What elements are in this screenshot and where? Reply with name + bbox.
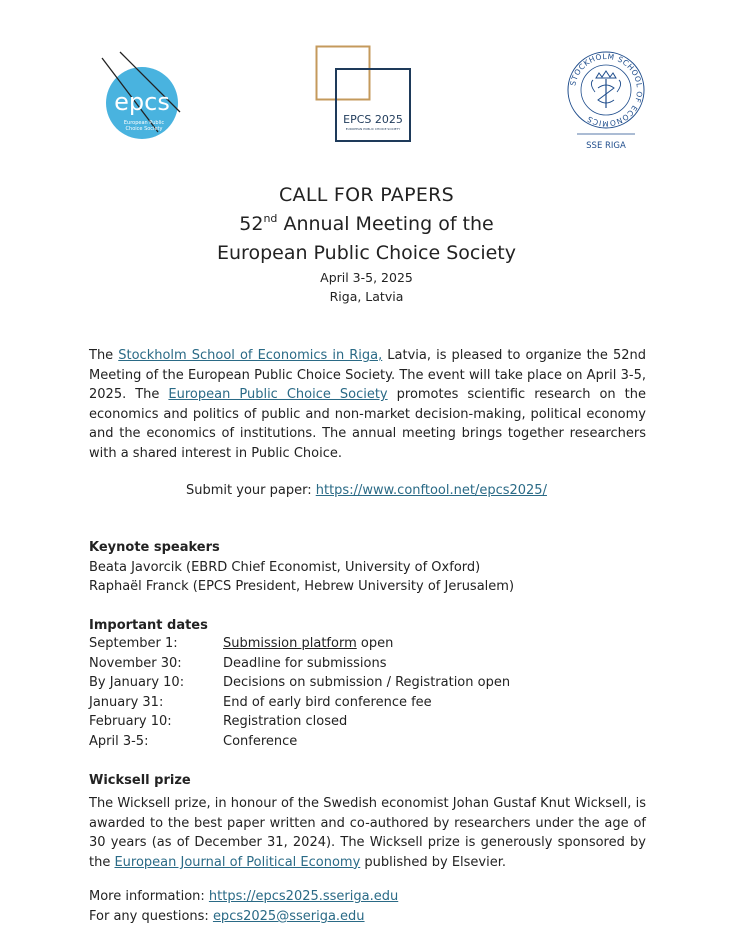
date-event: Conference [223,733,298,749]
date-event: Registration closed [223,714,348,729]
questions-label: For any questions: [89,909,213,924]
date-label: April 3-5: [89,733,149,749]
epcs-logo [98,48,188,140]
sse-ring-text: STOCKHOLM SCHOOL OF ECONOMICS [568,51,645,129]
date-event [223,636,393,651]
conftool-link[interactable]: https://www.conftool.net/epcs2025/ [315,483,547,498]
event-date: April 3-5, 2025 [320,270,413,285]
sse-riga-link[interactable]: Stockholm School of Economics in Riga, [118,348,383,363]
event-location: Riga, Latvia [329,289,404,304]
date-label: By January 10: [89,675,185,690]
date-event: Decisions on submission / Registration open [223,675,511,690]
wicksell-text-1: The Wicksell prize, in honour of the Swedish economist Johan Gustaf Knut Wicksell, is awarded to the best paper written and co-authored by researchers under the age of 30 years (as of December 31, 2024). The Wicksell prize is generously sponsored by the [89,796,646,870]
meeting-number-suffix: nd [263,212,278,225]
more-info-line [89,889,398,904]
wicksell-text-2: published by Elsevier. [360,854,507,870]
meeting-title-rest: Annual Meeting of the [277,213,494,235]
ejpe-link[interactable]: European Journal of Political Economy [114,854,361,870]
meeting-number: 52 [239,213,264,235]
submit-line [0,483,733,498]
questions-line [89,909,365,924]
wicksell-heading: Wicksell prize [89,773,191,788]
keynote-heading: Keynote speakers [89,540,220,555]
contact-email-link[interactable]: epcs2025@sseriga.edu [212,909,365,924]
date-event: Deadline for submissions [223,655,387,671]
intro-text-2: Latvia, is pleased to organize the 52nd Meeting of the European Public Choice Society. The event will take place on April 3-5, 2025. The [89,348,646,403]
more-info-link[interactable]: https://epcs2025.sseriga.edu [208,889,399,904]
epcs-link[interactable]: European Public Choice Society [168,387,388,403]
date-event-text: open [356,636,394,651]
more-info-label: More information: [89,889,209,904]
submission-platform-link[interactable]: Submission platform [223,636,357,651]
epcs-logo-subtext-2: Choice Society [125,126,163,132]
epcs2025-logo-subtext: EUROPEAN PUBLIC CHOICE SOCIETY [345,127,401,131]
submit-label: Submit your paper: [186,483,316,498]
meeting-title [0,212,733,235]
wicksell-paragraph [89,794,646,872]
intro-text-3: promotes scientific research on the economics and politics of public and non-market decision-making, political economy and the economics of institutions. The annual meeting brings together researchers with a shared interest in Public Choice. [89,387,646,461]
society-title: European Public Choice Society [217,242,516,264]
keynote-speaker: Beata Javorcik (EBRD Chief Economist, University of Oxford) [89,560,481,575]
epcs-logo-text: epcs [114,88,170,116]
epcs2025-logo [314,44,414,144]
sse-riga-logo [565,48,647,156]
sse-logo-label: SSE RIGA [586,141,626,151]
epcs-logo-subtext-1: European Public [123,120,165,126]
keynote-speaker: Raphaël Franck (EPCS President, Hebrew University of Jerusalem) [89,579,515,594]
dates-heading: Important dates [89,618,208,633]
epcs2025-logo-text: EPCS 2025 [343,113,403,126]
date-label: September 1: [89,636,178,651]
call-for-papers-title: CALL FOR PAPERS [278,184,455,206]
intro-paragraph [89,346,646,464]
date-label: November 30: [89,655,182,671]
date-label: January 31: [89,694,164,710]
intro-text-1: The [89,348,119,363]
date-event: End of early bird conference fee [223,694,432,710]
date-label: February 10: [89,714,172,729]
